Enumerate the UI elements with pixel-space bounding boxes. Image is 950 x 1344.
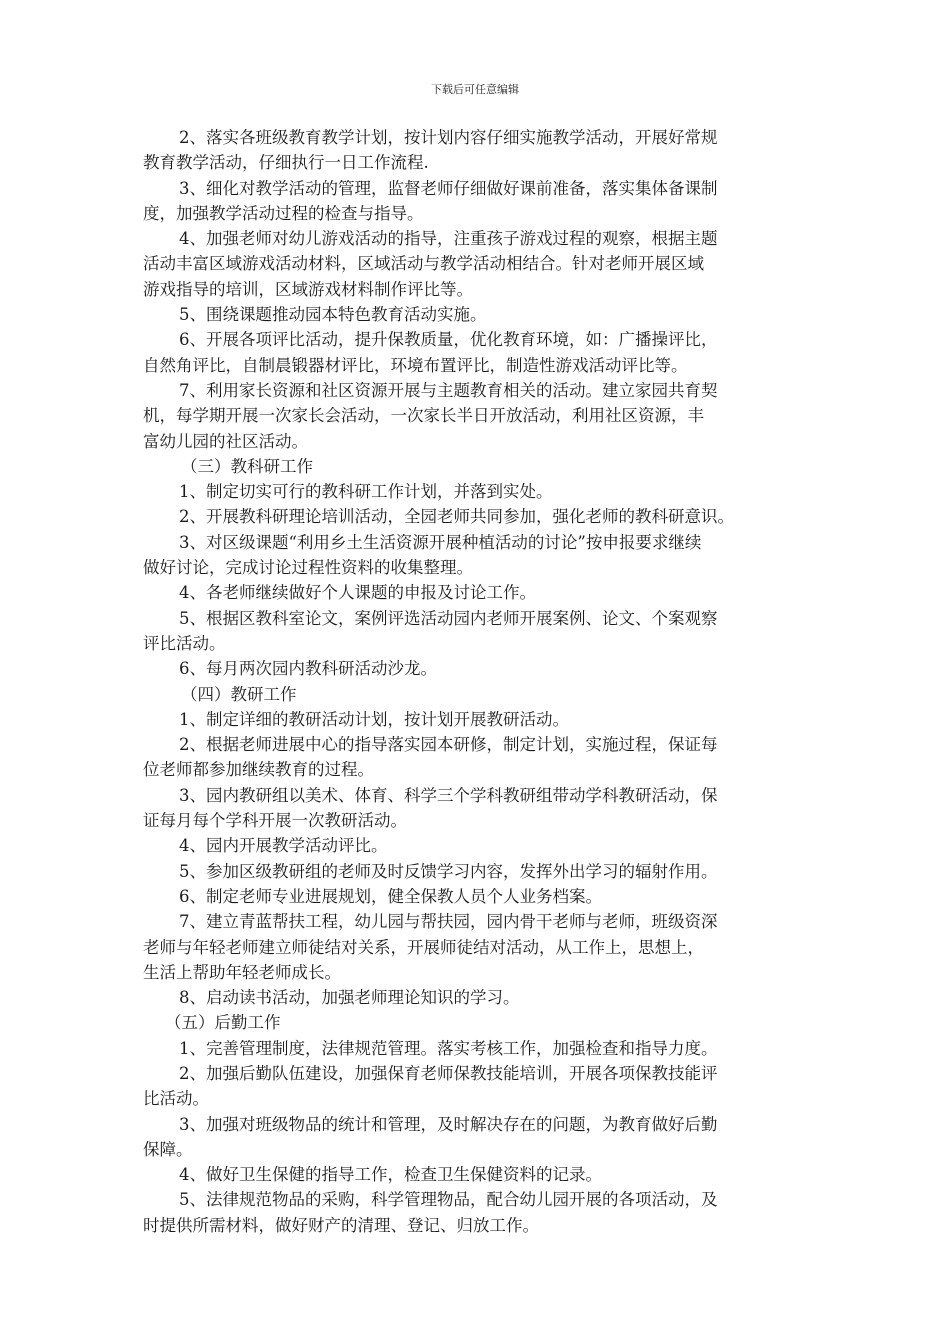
paragraph-line: 活动丰富区域游戏活动材料，区域活动与教学活动相结合。针对老师开展区域 <box>143 254 704 274</box>
paragraph-line: 4、做好卫生保健的指导工作，检查卫生保健资料的记录。 <box>179 1165 602 1185</box>
paragraph-line: 2、根据老师进展中心的指导落实园本研修，制定计划，实施过程，保证每 <box>179 735 718 755</box>
paragraph-line: 机，每学期开展一次家长会活动，一次家长半日开放活动，利用社区资源，丰 <box>143 406 704 426</box>
paragraph-line: 3、加强对班级物品的统计和管理，及时解决存在的问题，为教育做好后勤 <box>179 1114 718 1134</box>
paragraph-line: 度，加强教学活动过程的检查与指导。 <box>143 203 424 223</box>
paragraph <box>143 909 818 985</box>
paragraph-line: 6、每月两次园内教科研活动沙龙。 <box>179 659 437 679</box>
paragraph <box>143 783 818 834</box>
paragraph-line: 1、制定切实可行的教科研工作计划，并落到实处。 <box>179 482 553 502</box>
paragraph-line: 生活上帮助年轻老师成长。 <box>143 962 341 982</box>
paragraph <box>143 226 818 302</box>
paragraph-line: 7、利用家长资源和社区资源开展与主题教育相关的活动。建立家园共育契 <box>179 380 718 400</box>
paragraph <box>143 656 818 681</box>
paragraph-line: 6、开展各项评比活动，提升保教质量，优化教育环境，如：广播操评比， <box>179 330 718 350</box>
paragraph-line: 5、围绕课题推动园本特色教育活动实施。 <box>179 305 487 325</box>
paragraph-line: 教育教学活动，仔细执行一日工作流程. <box>143 153 429 173</box>
paragraph-line: 时提供所需材料，做好财产的清理、登记、归放工作。 <box>143 1215 539 1235</box>
paragraph-line: 2、加强后勤队伍建设，加强保育老师保教技能培训，开展各项保教技能评 <box>179 1063 718 1083</box>
paragraph <box>143 580 818 605</box>
paragraph-line: 4、园内开展教学活动评比。 <box>179 836 388 856</box>
paragraph <box>143 1036 818 1061</box>
paragraph-line: 4、加强老师对幼儿游戏活动的指导，注重孩子游戏过程的观察，根据主题 <box>179 229 718 249</box>
paragraph-line: 5、法律规范物品的采购，科学管理物品，配合幼儿园开展的各项活动，及 <box>179 1190 718 1210</box>
paragraph-line: 6、制定老师专业进展规划，健全保教人员个人业务档案。 <box>179 886 602 906</box>
paragraph-line: 保障。 <box>143 1139 193 1159</box>
paragraph <box>143 732 818 783</box>
paragraph-line: 5、根据区教科室论文，案例评选活动园内老师开展案例、论文、个案观察 <box>179 608 718 628</box>
paragraph <box>143 1112 818 1163</box>
paragraph-line: 1、完善管理制度，法律规范管理。落实考核工作，加强检查和指导力度。 <box>179 1038 718 1058</box>
paragraph <box>143 479 818 504</box>
paragraph-line: 8、启动读书活动，加强老师理论知识的学习。 <box>179 988 520 1008</box>
paragraph-line: 2、落实各班级教育教学计划，按计划内容仔细实施教学活动，开展好常规 <box>179 128 718 147</box>
paragraph <box>143 302 818 327</box>
paragraph-line: 3、园内教研组以美术、体育、科学三个学科教研组带动学科教研活动，保 <box>179 785 718 805</box>
paragraph-line: 3、对区级课题“利用乡土生活资源开展种植活动的讨论”按申报要求继续 <box>179 532 702 552</box>
paragraph <box>143 606 818 657</box>
paragraph-line: 2、开展教科研理论培训活动，全园老师共同参加，强化老师的教科研意识。 <box>179 507 734 527</box>
paragraph <box>143 530 818 581</box>
paragraph <box>143 504 818 529</box>
paragraph <box>143 884 818 909</box>
paragraph-line: 3、细化对教学活动的管理，监督老师仔细做好课前准备，落实集体备课制 <box>179 178 718 198</box>
paragraph-line: 5、参加区级教研组的老师及时反馈学习内容，发挥外出学习的辐射作用。 <box>179 861 718 881</box>
paragraph-line: 富幼儿园的社区活动。 <box>143 431 308 451</box>
paragraph <box>143 833 818 858</box>
paragraph-line: 1、制定详细的教研活动计划，按计划开展教研活动。 <box>179 709 569 729</box>
paragraph-line: 7、建立青蓝帮扶工程，幼儿园与帮扶园，园内骨干老师与老师，班级资深 <box>179 912 718 932</box>
paragraph-line: 老师与年轻老师建立师徒结对关系，开展师徒结对活动，从工作上，思想上， <box>143 937 704 957</box>
section-heading: （五）后勤工作 <box>165 1013 281 1033</box>
paragraph <box>143 378 818 454</box>
paragraph <box>143 985 818 1010</box>
paragraph-line: 游戏指导的培训，区域游戏材料制作评比等。 <box>143 279 473 299</box>
paragraph <box>143 327 818 378</box>
paragraph <box>143 707 818 732</box>
document-body <box>143 125 818 1238</box>
paragraph-line: 评比活动。 <box>143 633 226 653</box>
paragraph-line: 比活动。 <box>143 1089 209 1109</box>
paragraph-line: 位老师都参加继续教育的过程。 <box>143 760 374 780</box>
paragraph <box>143 1061 818 1112</box>
paragraph-line: 证每月每个学科开展一次教研活动。 <box>143 811 407 831</box>
paragraph-line: 4、各老师继续做好个人课题的申报及讨论工作。 <box>179 583 536 603</box>
page-header-note: 下载后可任意编辑 <box>431 83 519 96</box>
paragraph-line: 自然角评比，自制晨锻器材评比，环境布置评比，制造性游戏活动评比等。 <box>143 355 688 375</box>
paragraph <box>143 1187 818 1238</box>
paragraph <box>143 176 818 227</box>
section-heading: （三）教科研工作 <box>181 456 313 476</box>
paragraph <box>143 859 818 884</box>
paragraph <box>143 1162 818 1187</box>
paragraph-line: 做好讨论，完成讨论过程性资料的收集整理。 <box>143 558 473 578</box>
section-heading: （四）教研工作 <box>181 684 297 704</box>
paragraph <box>143 125 818 176</box>
